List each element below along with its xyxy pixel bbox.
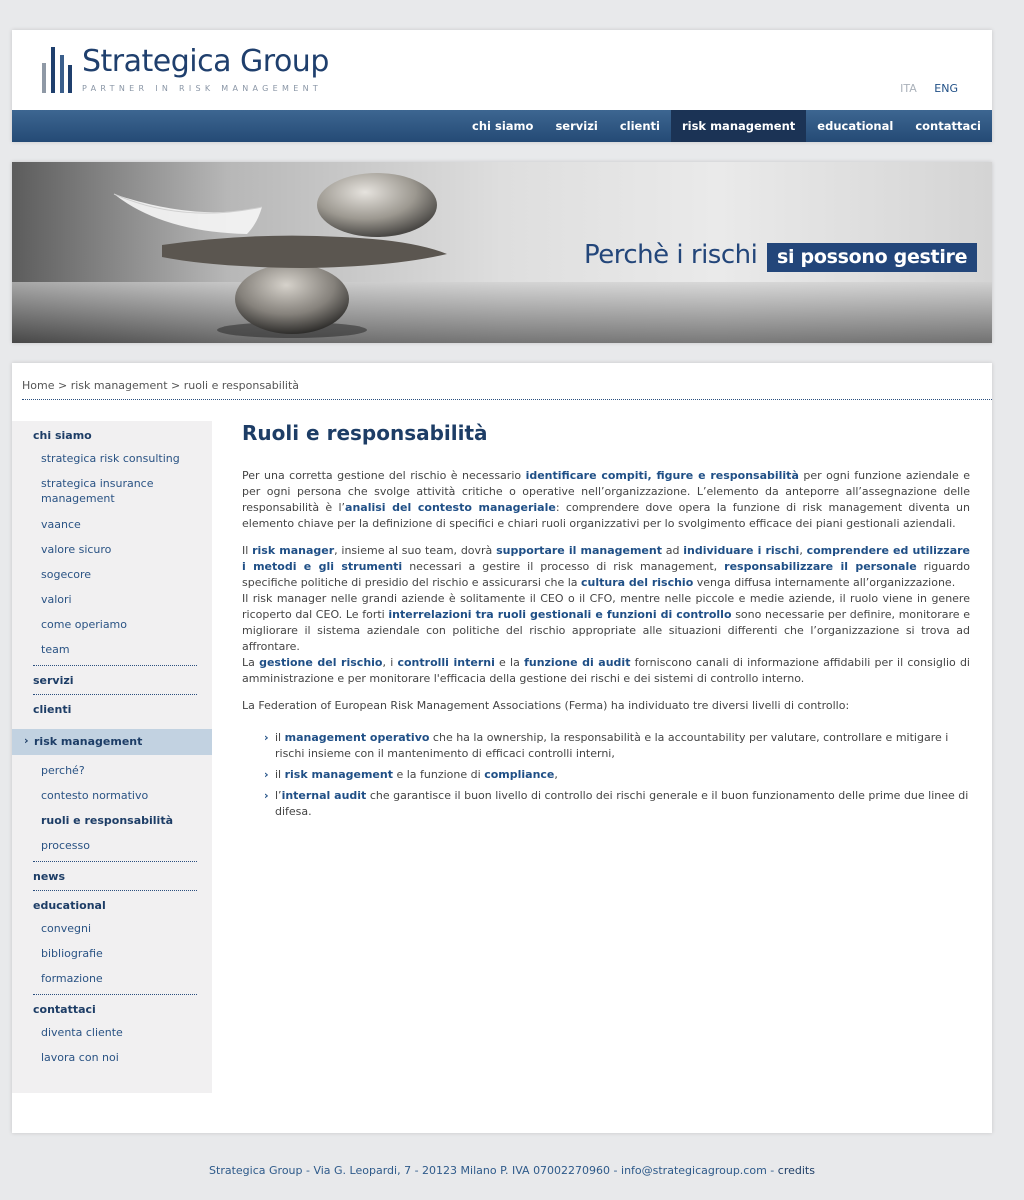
logo-tagline: PARTNER IN RISK MANAGEMENT [82, 84, 323, 93]
sidebar-item-clienti[interactable]: clienti [33, 703, 72, 716]
sidebar-item-perche[interactable]: perché? [41, 764, 85, 777]
content-panel [12, 363, 992, 1133]
language-switcher [886, 82, 958, 95]
site-header [12, 30, 992, 142]
sidebar-item-convegni[interactable]: convegni [41, 922, 92, 935]
paragraph-ferma: La Federation of European Risk Management Associations (Ferma) ha individuato tre diversi livelli di controllo: [242, 699, 850, 712]
paragraph-risk-manager: Il risk manager, insieme al suo team, dovrà supportare il management ad individuare i rischi, comprendere ed utilizzare i metodi e gli strumenti necessari a gestire il processo di risk management, responsabilizzare il personale riguardo specifiche politiche di presidio del rischio e assicurarsi che la cultura del rischio venga diffusa internamente all’organizzazione. Il risk manager nelle grandi aziende è solitamente il CEO o il CFO, mentre nelle piccole e medie aziende, il ruolo viene in genere ricoperto dal CEO. Le forti interrelazioni tra ruoli gestionali e funzioni di controllo sono necessarie per definire, monitorare e migliorare il sistema aziendale con politiche del rischio appropriate alle situazioni differenti che l’organizzazione si trova ad affrontare. La gestione del rischio, i controlli interni e la funzione di audit forniscono canali di informazione affidabili per il consiglio di amministrazione e per monitorare l'efficacia della gestione dei rischi e dei sistemi di controllo interno. [242, 544, 970, 685]
credits-link[interactable]: credits [777, 1164, 815, 1177]
paragraph-intro: Per una corretta gestione del rischio è necessario identificare compiti, figure e responsabilità per ogni funzione aziendale e per ogni persona che svolge attività critiche o operative nell’organizzazione. L’elemento da anteporre all’assegnazione delle responsabilità è l’analisi del contesto manageriale: comprendere dove opera la funzione di risk management diventa un elemento chiave per la definizione di specifici e chiari ruoli organizzativi per lo svolgimento efficace dei piani gestionali aziendali. [242, 469, 970, 530]
sidebar-item-valore-sicuro[interactable]: valore sicuro [41, 543, 112, 556]
sidebar-item-contattaci[interactable]: contattaci [33, 1003, 96, 1016]
control-levels-list [242, 730, 970, 820]
banner-highlight: si possono gestire [767, 243, 977, 272]
list-item: › il management operativo che ha la ownership, la responsabilità e la accountability per valutare, controllare e mitigare i rischi insieme con il mantenimento di efficaci controlli interni, [264, 731, 949, 760]
sidebar-item-news[interactable]: news [33, 870, 66, 883]
sidebar-divider [33, 861, 197, 862]
lang-eng[interactable]: ENG [934, 82, 958, 95]
logo-name: Strategica Group [82, 44, 329, 79]
sidebar-item-sogecore[interactable]: sogecore [41, 568, 92, 581]
chevron-right-icon: › [264, 789, 269, 802]
sidebar-item-processo[interactable]: processo [41, 839, 91, 852]
list-item: › l’internal audit che garantisce il buon livello di controllo dei rischi generale e il buon funzionamento delle prime due linee di difesa. [264, 789, 969, 818]
chevron-right-icon: › [264, 768, 269, 781]
sidebar-item-strategica-risk-consulting[interactable]: strategica risk consulting [41, 452, 180, 465]
nav-servizi[interactable]: servizi [555, 119, 598, 133]
sidebar-item-educational[interactable]: educational [33, 899, 106, 912]
main-content [242, 421, 970, 820]
sidebar-item-vaance[interactable]: vaance [41, 518, 81, 531]
nav-contattaci[interactable]: contattaci [915, 119, 981, 133]
sidebar-divider [33, 890, 197, 891]
top-navigation [12, 110, 992, 142]
logo[interactable] [42, 44, 342, 104]
chevron-right-icon: › [264, 731, 269, 744]
nav-clienti[interactable]: clienti [619, 119, 660, 133]
sidebar-item-diventa-cliente[interactable]: diventa cliente [41, 1026, 123, 1039]
sidebar-item-ruoli-responsabilita[interactable]: ruoli e responsabilità [41, 814, 174, 827]
sidebar-item-valori[interactable]: valori [41, 593, 72, 606]
list-item: › il risk management e la funzione di compliance, [264, 768, 558, 781]
site-footer [0, 1164, 1024, 1177]
lang-ita[interactable]: ITA [900, 82, 917, 95]
hero-banner [12, 162, 992, 343]
nav-risk-management[interactable]: risk management [671, 110, 806, 142]
sidebar-item-formazione[interactable]: formazione [41, 972, 103, 985]
chevron-right-icon: › [24, 734, 29, 747]
sidebar-item-come-operiamo[interactable]: come operiamo [41, 618, 128, 631]
page-title: Ruoli e responsabilità [242, 421, 488, 445]
sidebar-item-strategica-insurance-management[interactable]: strategica insurance management [41, 477, 154, 505]
sidebar-divider [33, 665, 197, 666]
sidebar-divider [33, 694, 197, 695]
footer-text: Strategica Group - Via G. Leopardi, 7 - 20123 Milano P. IVA 07002270960 - info@strategicagroup.com - [209, 1164, 778, 1177]
breadcrumb[interactable]: Home > risk management > ruoli e responsabilità [22, 379, 300, 392]
sidebar-item-team[interactable]: team [41, 643, 70, 656]
sidebar-item-servizi[interactable]: servizi [33, 674, 74, 687]
sidebar-item-contesto-normativo[interactable]: contesto normativo [41, 789, 149, 802]
sidebar-item-risk-management-label: risk management [34, 735, 143, 748]
breadcrumb-divider [22, 399, 992, 400]
nav-educational[interactable]: educational [817, 119, 894, 133]
logo-bars-icon [42, 47, 72, 93]
sidebar-divider [33, 994, 197, 995]
sidebar-item-bibliografie[interactable]: bibliografie [41, 947, 103, 960]
nav-chi-siamo[interactable]: chi siamo [472, 119, 534, 133]
sidebar-item-lavora-con-noi[interactable]: lavora con noi [41, 1051, 119, 1064]
sidebar-item-chi-siamo[interactable]: chi siamo [33, 429, 92, 442]
sidebar [12, 421, 212, 1093]
banner-text: Perchè i rischi [584, 240, 758, 270]
